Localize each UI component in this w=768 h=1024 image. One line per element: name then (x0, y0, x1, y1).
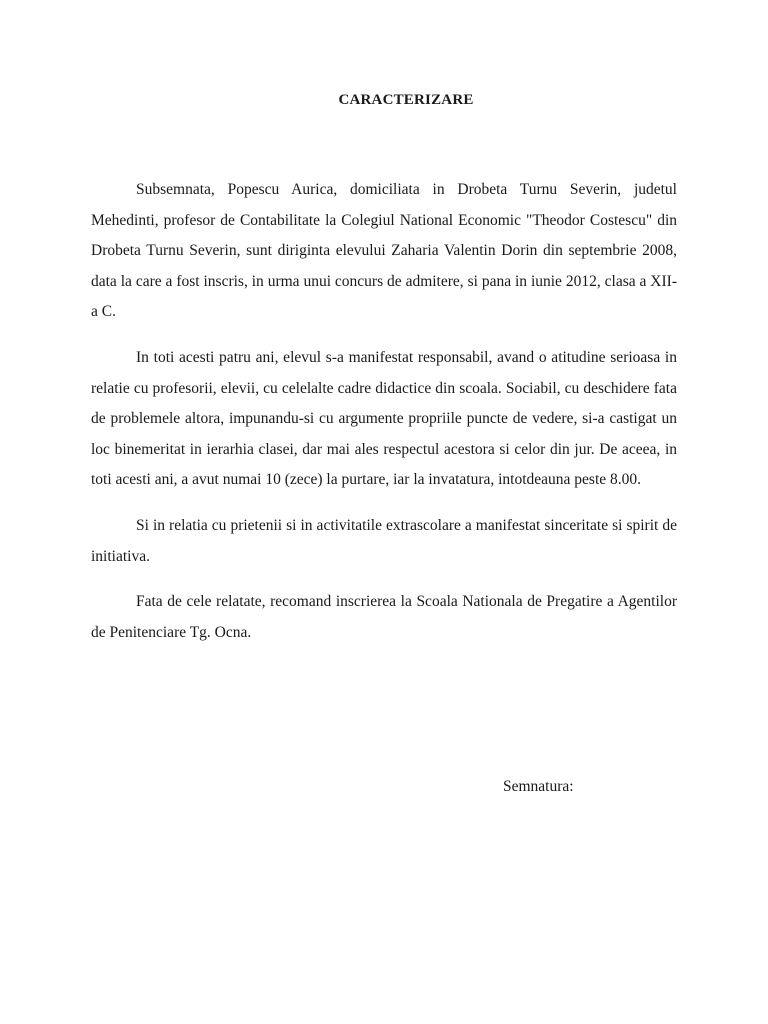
paragraph-recommendation: Fata de cele relatate, recomand inscrierea la Scoala Nationala de Pregatire a Agentilor de Penitenciare Tg. Ocna. (91, 593, 677, 641)
document-body (91, 175, 677, 663)
paragraph-extracurricular: Si in relatia cu prietenii si in activitatile extrascolare a manifestat sinceritate si spirit de initiativa. (91, 516, 677, 565)
signature-label: Semnatura: (503, 778, 574, 795)
paragraph-intro: Subsemnata, Popescu Aurica, domiciliata in Drobeta Turnu Severin, judetul Mehedinti, profesor de Contabilitate la Colegiul National Economic "Theodor Costescu" din Drobeta Turnu Severin, sunt diriginta elevului Zaharia Valentin Dorin din septembrie 2008, data la care a fost inscris, in urma unui concurs de admitere, si pana in iunie 2012, clasa a XII-a C. (91, 181, 677, 321)
paragraph-behavior: In toti acesti patru ani, elevul s-a manifestat responsabil, avand o atitudine serioasa in relatie cu profesorii, elevii, cu celelalte cadre didactice din scoala. Sociabil, cu deschidere fata de problemele altora, impunandu-si cu argumente propriile puncte de vedere, si-a castigat un loc binemeritat in ierarhia clasei, dar mai ales respectul acestora si celor din jur. De aceea, in toti acesti ani, a avut numai 10 (zece) la purtare, iar la invatatura, intotdeauna peste 8.00. (91, 348, 677, 489)
document-title: CARACTERIZARE (338, 92, 474, 108)
